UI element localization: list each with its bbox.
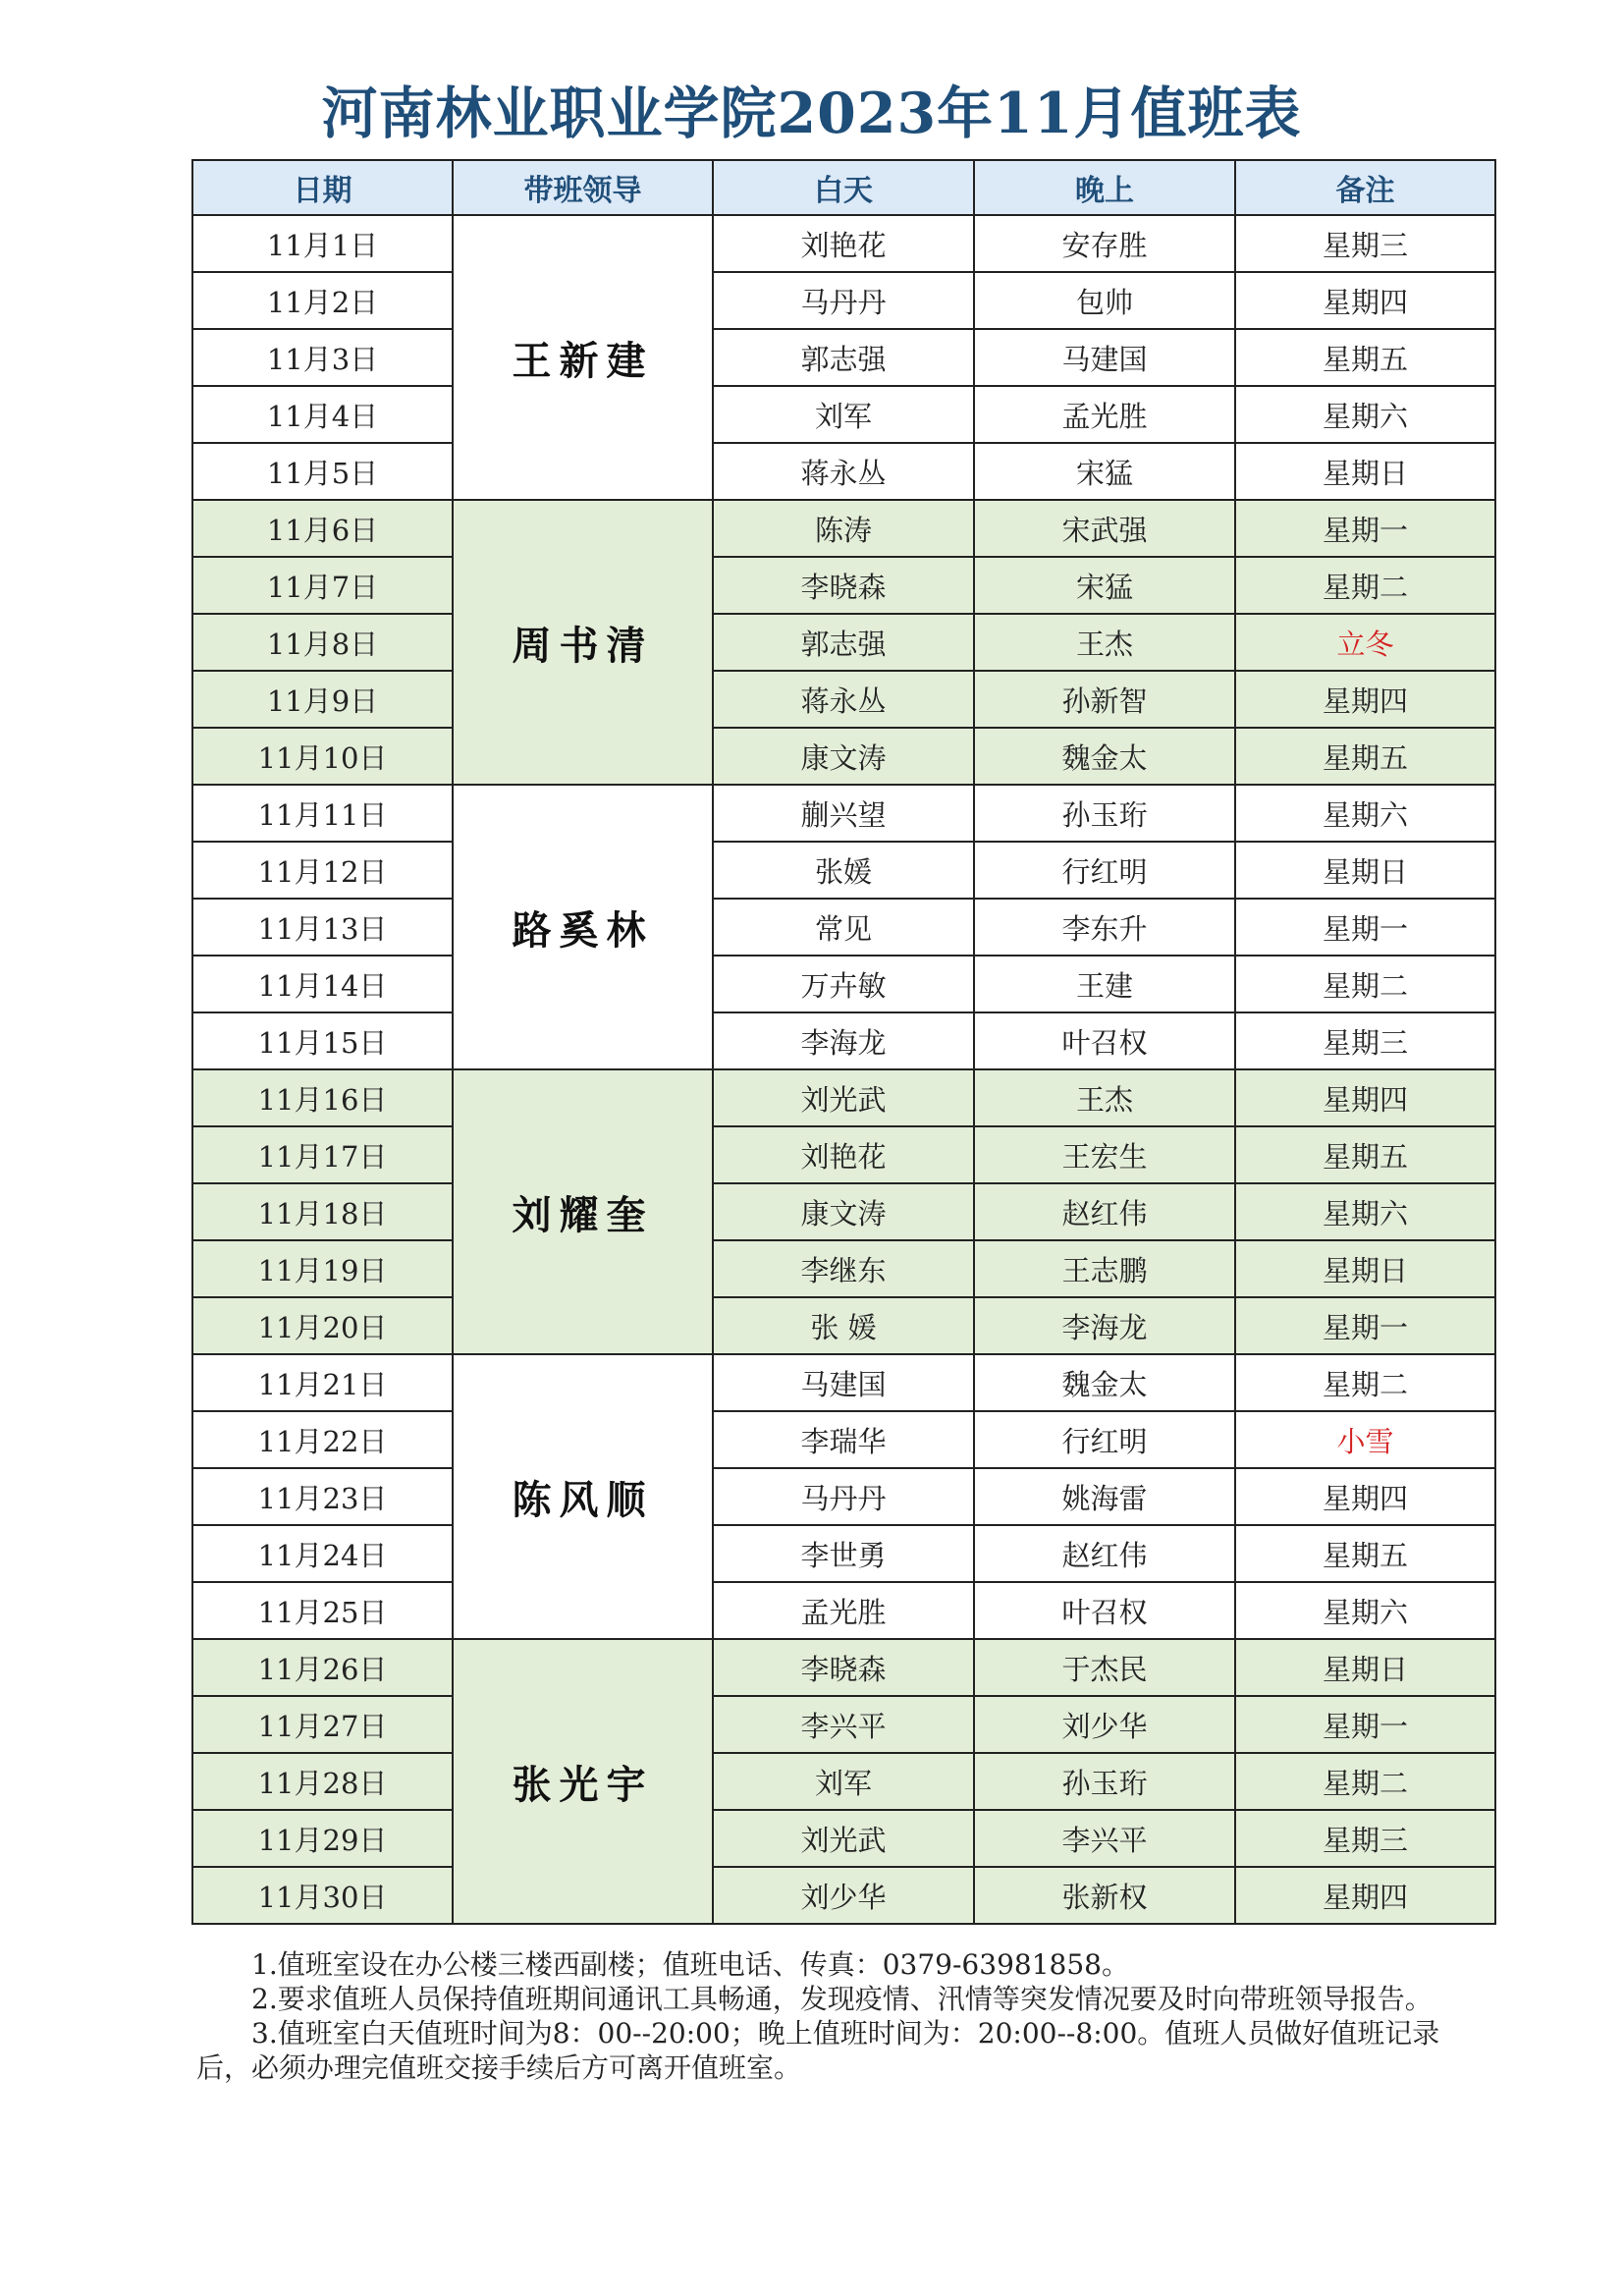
night-shift-cell: 王建 (974, 956, 1235, 1012)
night-shift-cell: 宋猛 (974, 557, 1235, 614)
table-row (192, 1696, 1495, 1753)
night-shift-cell: 孟光胜 (974, 386, 1235, 443)
night-shift-cell: 魏金太 (974, 728, 1235, 785)
table-row (192, 1468, 1495, 1525)
remark-cell: 星期六 (1235, 785, 1495, 842)
day-shift-cell: 李晓森 (713, 1639, 974, 1696)
table-row (192, 1753, 1495, 1810)
date-cell: 11月27日 (192, 1696, 453, 1753)
header-leader: 带班领导 (453, 160, 713, 215)
header-date: 日期 (192, 160, 453, 215)
night-shift-cell: 孙玉珩 (974, 785, 1235, 842)
date-cell: 11月23日 (192, 1468, 453, 1525)
day-shift-cell: 李世勇 (713, 1525, 974, 1582)
remark-cell: 小雪 (1235, 1411, 1495, 1468)
date-cell: 11月14日 (192, 956, 453, 1012)
table-row (192, 671, 1495, 728)
day-shift-cell: 马丹丹 (713, 272, 974, 329)
table-row (192, 728, 1495, 785)
day-shift-cell: 李海龙 (713, 1012, 974, 1069)
day-shift-cell: 刘艳花 (713, 215, 974, 272)
night-shift-cell: 孙玉珩 (974, 1753, 1235, 1810)
date-cell: 11月29日 (192, 1810, 453, 1867)
date-cell: 11月19日 (192, 1240, 453, 1297)
night-shift-cell: 魏金太 (974, 1354, 1235, 1411)
remark-cell: 星期四 (1235, 1867, 1495, 1924)
day-shift-cell: 李瑞华 (713, 1411, 974, 1468)
date-cell: 11月12日 (192, 842, 453, 899)
table-row (192, 899, 1495, 956)
day-shift-cell: 刘光武 (713, 1810, 974, 1867)
page-title: 河南林业职业学院2023年11月值班表 (321, 81, 1302, 146)
remark-cell: 星期一 (1235, 500, 1495, 557)
remark-cell: 星期四 (1235, 272, 1495, 329)
remark-cell: 星期三 (1235, 1012, 1495, 1069)
night-shift-cell: 叶召权 (974, 1012, 1235, 1069)
header-day-shift: 白天 (713, 160, 974, 215)
night-shift-cell: 王杰 (974, 1069, 1235, 1126)
table-row (192, 1582, 1495, 1639)
day-shift-cell: 郭志强 (713, 329, 974, 386)
leader-cell: 张光宇 (453, 1639, 713, 1924)
table-row (192, 1126, 1495, 1183)
note-item: 1.值班室设在办公楼三楼西副楼；值班电话、传真：0379-63981858。 (251, 1948, 1129, 1981)
day-shift-cell: 蒋永丛 (713, 443, 974, 500)
remark-cell: 星期四 (1235, 1069, 1495, 1126)
remark-cell: 星期日 (1235, 1639, 1495, 1696)
table-row (192, 1012, 1495, 1069)
date-cell: 11月24日 (192, 1525, 453, 1582)
date-cell: 11月11日 (192, 785, 453, 842)
night-shift-cell: 王志鹏 (974, 1240, 1235, 1297)
date-cell: 11月18日 (192, 1183, 453, 1240)
day-shift-cell: 刘军 (713, 386, 974, 443)
night-shift-cell: 李海龙 (974, 1297, 1235, 1354)
remark-cell: 星期二 (1235, 956, 1495, 1012)
table-row (192, 443, 1495, 500)
day-shift-cell: 马建国 (713, 1354, 974, 1411)
date-cell: 11月21日 (192, 1354, 453, 1411)
remark-cell: 星期三 (1235, 215, 1495, 272)
date-cell: 11月7日 (192, 557, 453, 614)
remark-cell: 星期二 (1235, 1354, 1495, 1411)
leader-cell: 路奚林 (453, 785, 713, 1069)
table-row (192, 1867, 1495, 1924)
date-cell: 11月8日 (192, 614, 453, 671)
night-shift-cell: 王杰 (974, 614, 1235, 671)
remark-cell: 星期三 (1235, 1810, 1495, 1867)
night-shift-cell: 行红明 (974, 1411, 1235, 1468)
header-remarks: 备注 (1235, 160, 1495, 215)
day-shift-cell: 刘艳花 (713, 1126, 974, 1183)
night-shift-cell: 刘少华 (974, 1696, 1235, 1753)
table-row (192, 557, 1495, 614)
day-shift-cell: 万卉敏 (713, 956, 974, 1012)
day-shift-cell: 李继东 (713, 1240, 974, 1297)
remark-cell: 星期日 (1235, 443, 1495, 500)
table-header-row (192, 160, 1495, 215)
notes-section (196, 1947, 1488, 2085)
day-shift-cell: 郭志强 (713, 614, 974, 671)
date-cell: 11月28日 (192, 1753, 453, 1810)
table-row (192, 956, 1495, 1012)
table-row (192, 386, 1495, 443)
table-row (192, 1639, 1495, 1696)
header-night-shift: 晚上 (974, 160, 1235, 215)
date-cell: 11月20日 (192, 1297, 453, 1354)
day-shift-cell: 蒯兴望 (713, 785, 974, 842)
night-shift-cell: 宋武强 (974, 500, 1235, 557)
night-shift-cell: 于杰民 (974, 1639, 1235, 1696)
remark-cell: 星期五 (1235, 728, 1495, 785)
table-row (192, 1411, 1495, 1468)
table-row (192, 1240, 1495, 1297)
night-shift-cell: 孙新智 (974, 671, 1235, 728)
date-cell: 11月6日 (192, 500, 453, 557)
remark-cell: 星期五 (1235, 1126, 1495, 1183)
night-shift-cell: 姚海雷 (974, 1468, 1235, 1525)
table-row (192, 785, 1495, 842)
day-shift-cell: 李晓森 (713, 557, 974, 614)
date-cell: 11月15日 (192, 1012, 453, 1069)
table-row (192, 500, 1495, 557)
table-row (192, 1810, 1495, 1867)
night-shift-cell: 包帅 (974, 272, 1235, 329)
date-cell: 11月3日 (192, 329, 453, 386)
remark-cell: 星期二 (1235, 557, 1495, 614)
note-item: 3.值班室白天值班时间为8：00--20:00；晚上值班时间为：20:00--8:00。值班人员做好值班记录后，必须办理完值班交接手续后方可离开值班室。 (196, 2017, 1440, 2084)
day-shift-cell: 常见 (713, 899, 974, 956)
remark-cell: 星期一 (1235, 899, 1495, 956)
remark-cell: 星期四 (1235, 1468, 1495, 1525)
table-row (192, 1297, 1495, 1354)
date-cell: 11月26日 (192, 1639, 453, 1696)
date-cell: 11月25日 (192, 1582, 453, 1639)
night-shift-cell: 张新权 (974, 1867, 1235, 1924)
note-item: 2.要求值班人员保持值班期间通讯工具畅通，发现疫情、汛情等突发情况要及时向带班领导报告。 (251, 1983, 1433, 2015)
leader-cell: 刘耀奎 (453, 1069, 713, 1354)
leader-cell: 周书清 (453, 500, 713, 785)
remark-cell: 星期日 (1235, 842, 1495, 899)
day-shift-cell: 康文涛 (713, 728, 974, 785)
remark-cell: 星期一 (1235, 1297, 1495, 1354)
day-shift-cell: 张 媛 (713, 1297, 974, 1354)
remark-cell: 星期五 (1235, 1525, 1495, 1582)
night-shift-cell: 李兴平 (974, 1810, 1235, 1867)
night-shift-cell: 赵红伟 (974, 1183, 1235, 1240)
day-shift-cell: 孟光胜 (713, 1582, 974, 1639)
remark-cell: 星期四 (1235, 671, 1495, 728)
remark-cell: 星期六 (1235, 1582, 1495, 1639)
day-shift-cell: 蒋永丛 (713, 671, 974, 728)
day-shift-cell: 马丹丹 (713, 1468, 974, 1525)
table-row (192, 1354, 1495, 1411)
date-cell: 11月2日 (192, 272, 453, 329)
date-cell: 11月10日 (192, 728, 453, 785)
date-cell: 11月17日 (192, 1126, 453, 1183)
remark-cell: 星期一 (1235, 1696, 1495, 1753)
night-shift-cell: 李东升 (974, 899, 1235, 956)
duty-schedule-table (191, 159, 1496, 1925)
table-row (192, 1069, 1495, 1126)
table-row (192, 329, 1495, 386)
night-shift-cell: 宋猛 (974, 443, 1235, 500)
date-cell: 11月1日 (192, 215, 453, 272)
date-cell: 11月5日 (192, 443, 453, 500)
leader-cell: 王新建 (453, 215, 713, 500)
table-row (192, 215, 1495, 272)
night-shift-cell: 王宏生 (974, 1126, 1235, 1183)
remark-cell: 星期日 (1235, 1240, 1495, 1297)
date-cell: 11月13日 (192, 899, 453, 956)
day-shift-cell: 张媛 (713, 842, 974, 899)
remark-cell: 星期六 (1235, 386, 1495, 443)
date-cell: 11月4日 (192, 386, 453, 443)
table-row (192, 842, 1495, 899)
date-cell: 11月30日 (192, 1867, 453, 1924)
leader-cell: 陈风顺 (453, 1354, 713, 1639)
table-row (192, 272, 1495, 329)
remark-cell: 立冬 (1235, 614, 1495, 671)
remark-cell: 星期六 (1235, 1183, 1495, 1240)
date-cell: 11月9日 (192, 671, 453, 728)
night-shift-cell: 赵红伟 (974, 1525, 1235, 1582)
date-cell: 11月22日 (192, 1411, 453, 1468)
day-shift-cell: 李兴平 (713, 1696, 974, 1753)
table-row (192, 1525, 1495, 1582)
table-body (192, 215, 1495, 1924)
table-row (192, 614, 1495, 671)
day-shift-cell: 刘少华 (713, 1867, 974, 1924)
day-shift-cell: 刘光武 (713, 1069, 974, 1126)
night-shift-cell: 行红明 (974, 842, 1235, 899)
day-shift-cell: 康文涛 (713, 1183, 974, 1240)
remark-cell: 星期二 (1235, 1753, 1495, 1810)
night-shift-cell: 马建国 (974, 329, 1235, 386)
table-row (192, 1183, 1495, 1240)
remark-cell: 星期五 (1235, 329, 1495, 386)
night-shift-cell: 叶召权 (974, 1582, 1235, 1639)
day-shift-cell: 陈涛 (713, 500, 974, 557)
night-shift-cell: 安存胜 (974, 215, 1235, 272)
date-cell: 11月16日 (192, 1069, 453, 1126)
day-shift-cell: 刘军 (713, 1753, 974, 1810)
